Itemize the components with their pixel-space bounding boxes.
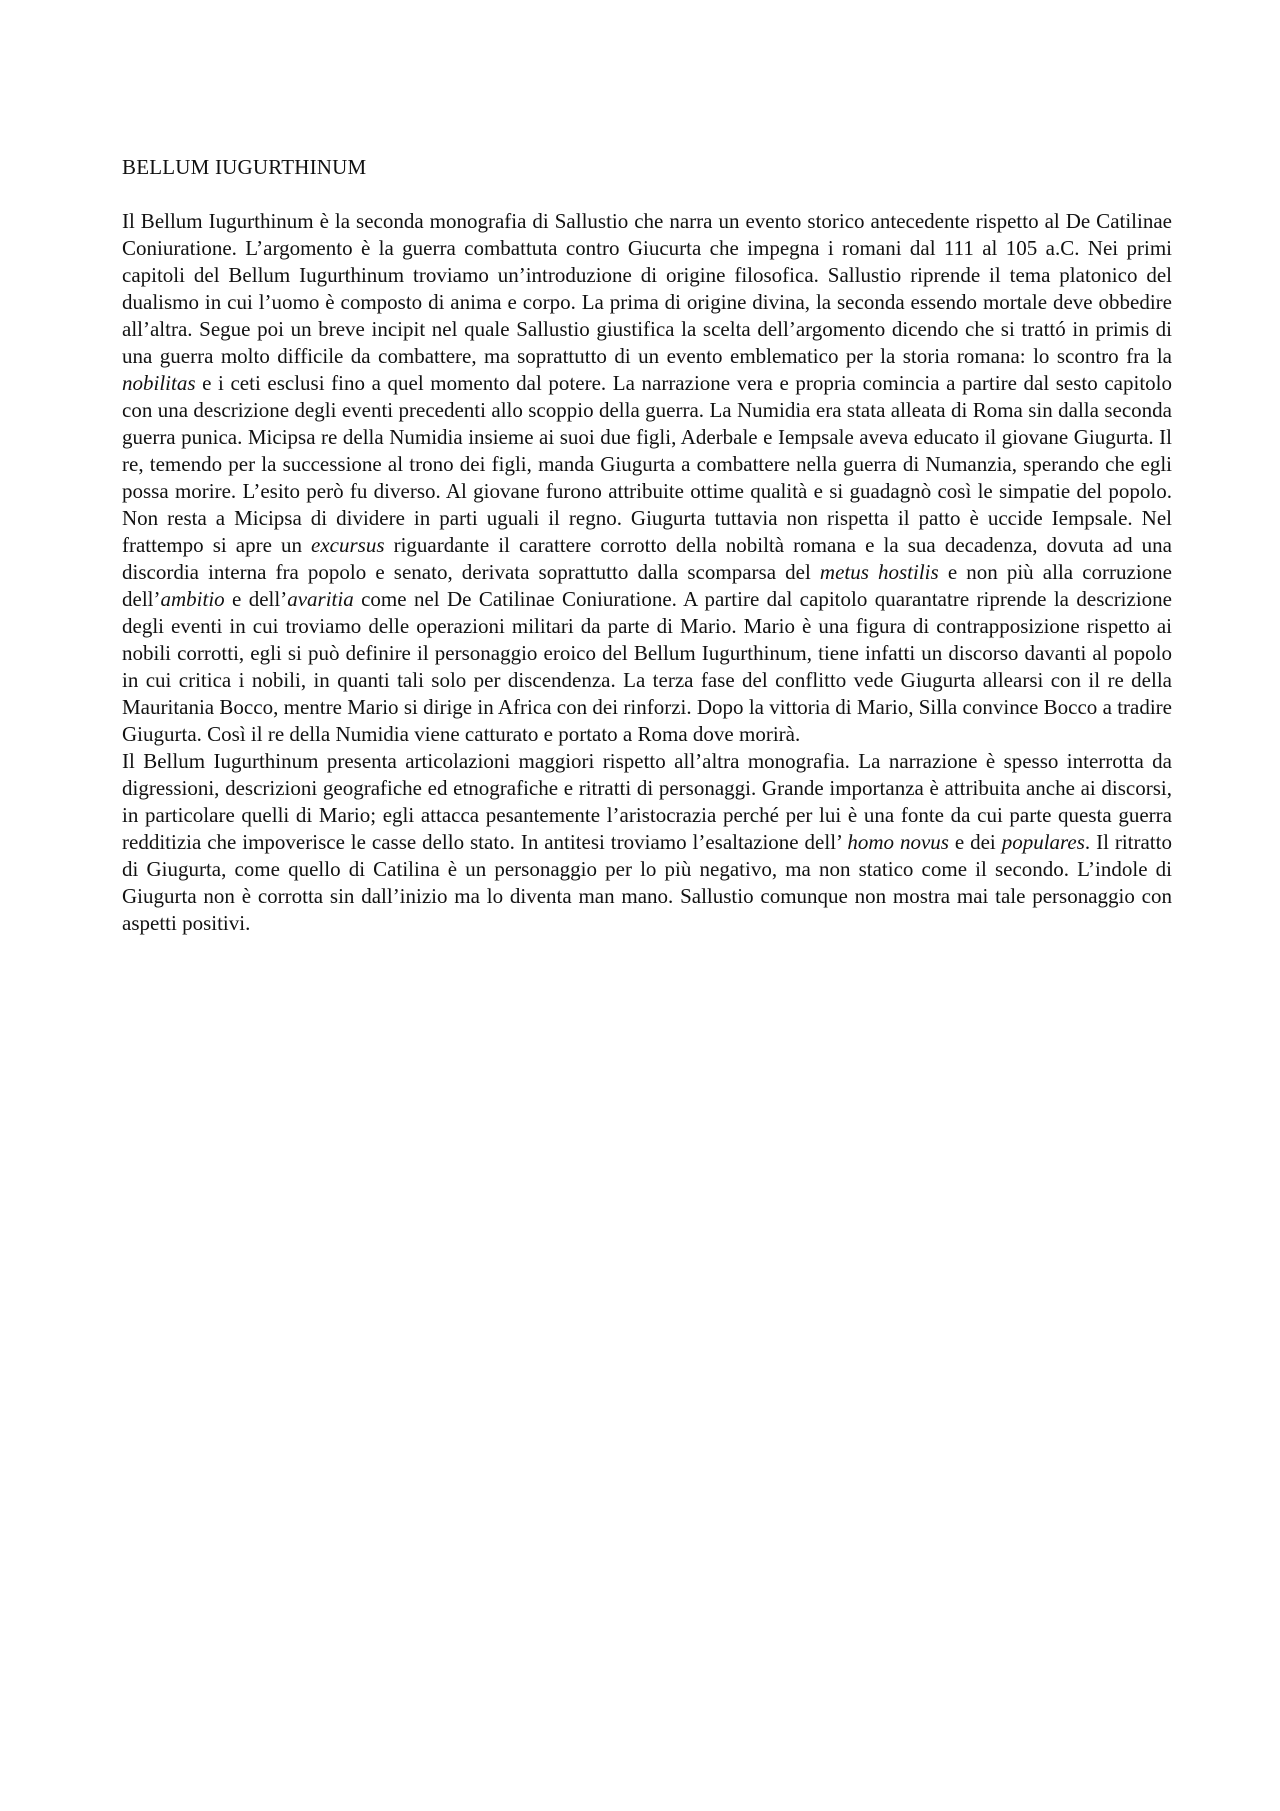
paragraph-text: e non più alla corruzione dell’	[122, 560, 1172, 611]
document-body	[122, 154, 1172, 937]
paragraph-text: e dei	[948, 830, 1002, 854]
paragraph-text: Il Bellum Iugurthinum è la seconda monografia di Sallustio che narra un evento storico antecedente rispetto al De Catilinae Coniuratione. L’argomento è la guerra combattuta contro Giucurta che impegna i romani dal 111 al 105 a.C. Nei primi capitoli del Bellum Iugurthinum troviamo un’introduzione di origine filosofica. Sallustio riprende il tema platonico del dualismo in cui l’uomo è composto di anima e corpo. La prima di origine divina, la seconda essendo mortale deve obbedire all’altra. Segue poi un breve incipit nel quale Sallustio giustifica la scelta dell’argomento dicendo che si trattó in primis di una guerra molto difficile da combattere, ma soprattutto di un evento emblematico per la storia romana: lo scontro fra la	[122, 209, 1172, 368]
paragraph-2	[122, 748, 1172, 937]
italic-term: avaritia	[287, 587, 354, 611]
paragraph-text: e dell’	[224, 587, 288, 611]
document-title: BELLUM IUGURTHINUM	[122, 155, 367, 179]
paragraph-text: riguardante il carattere corrotto della nobiltà romana e la sua decadenza, dovuta ad una discordia interna fra popolo e senato, derivata soprattutto dalla scomparsa del	[122, 533, 1172, 584]
paragraph-text: . Il ritratto di Giugurta, come quello di Catilina è un personaggio per lo più negativo, ma non statico come il secondo. L’indole di Giugurta non è corrotta sin dall’inizio ma lo diventa man mano. Sallustio comunque non mostra mai tale personaggio con aspetti positivi.	[122, 830, 1172, 935]
italic-term: nobilitas	[122, 371, 196, 395]
italic-term: excursus	[311, 533, 385, 557]
paragraph-text: come nel De Catilinae Coniuratione. A partire dal capitolo quarantatre riprende la descrizione degli eventi in cui troviamo delle operazioni militari da parte di Mario. Mario è una figura di contrapposizione rispetto ai nobili corrotti, egli si può definire il personaggio eroico del Bellum Iugurthinum, tiene infatti un discorso davanti al popolo in cui critica i nobili, in quanti tali solo per discendenza. La terza fase del conflitto vede Giugurta allearsi con il re della Mauritania Bocco, mentre Mario si dirige in Africa con dei rinforzi. Dopo la vittoria di Mario, Silla convince Bocco a tradire Giugurta. Così il re della Numidia viene catturato e portato a Roma dove morirà.	[122, 587, 1172, 746]
paragraph-text: e i ceti esclusi fino a quel momento dal potere. La narrazione vera e propria comincia a partire dal sesto capitolo con una descrizione degli eventi precedenti allo scoppio della guerra. La Numidia era stata alleata di Roma sin dalla seconda guerra punica. Micipsa re della Numidia insieme ai suoi due figli, Aderbale e Iempsale aveva educato il giovane Giugurta. Il re, temendo per la successione al trono dei figli, manda Giugurta a combattere nella guerra di Numanzia, sperando che egli possa morire. L’esito però fu diverso. Al giovane furono attribuite ottime qualità e si guadagnò così le simpatie del popolo. Non resta a Micipsa di dividere in parti uguali il regno. Giugurta tuttavia non rispetta il patto è uccide Iempsale. Nel frattempo si apre un	[122, 371, 1172, 557]
paragraph-text: Il Bellum Iugurthinum presenta articolazioni maggiori rispetto all’altra monografia. La narrazione è spesso interrotta da digressioni, descrizioni geografiche ed etnografiche e ritratti di personaggi. Grande importanza è attribuita anche ai discorsi, in particolare quelli di Mario; egli attacca pesantemente l’aristocrazia perché per lui è una fonte da cui parte questa guerra redditizia che impoverisce le casse dello stato. In antitesi troviamo l’esaltazione dell’	[122, 749, 1172, 854]
paragraph-1	[122, 208, 1172, 748]
italic-term: ambitio	[160, 587, 225, 611]
italic-term: populares	[1001, 830, 1085, 854]
italic-term: homo novus	[847, 830, 949, 854]
italic-term: metus hostilis	[819, 560, 939, 584]
